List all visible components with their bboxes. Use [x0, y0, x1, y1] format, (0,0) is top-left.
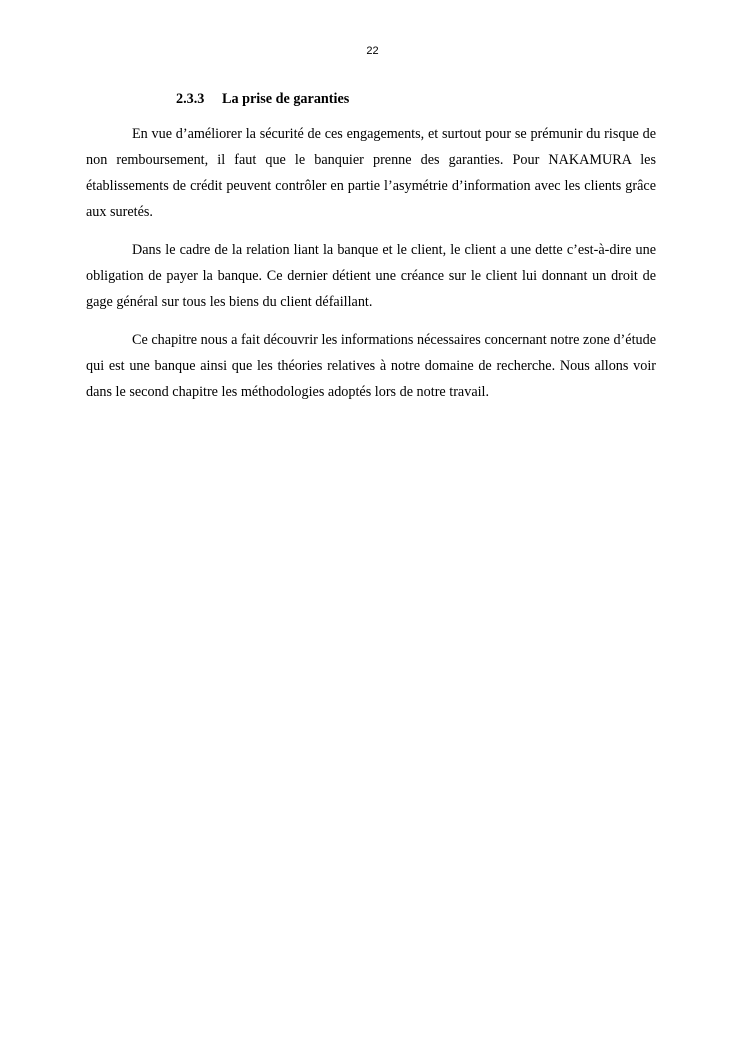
paragraph-garanties: En vue d’améliorer la sécurité de ces engagements, et surtout pour se prémunir du risque de non remboursement, il faut que le banquier prenne des garanties. Pour NAKAMURA les établissements de crédit peuvent contrôler en partie l’asymétrie d’information avec les clients grâce aux suretés. [86, 126, 656, 220]
section-number: 2.3.3 [176, 91, 205, 107]
body-text [86, 121, 656, 417]
paragraph-relation: Dans le cadre de la relation liant la banque et le client, le client a une dette c’est-à-dire une obligation de payer la banque. Ce dernier détient une créance sur le client lui donnant un droit de gage général sur tous les biens du client défaillant. [86, 242, 656, 310]
section-heading [176, 90, 349, 108]
page-number: 22 [366, 45, 379, 57]
section-title: La prise de garanties [222, 91, 350, 107]
paragraph-conclusion: Ce chapitre nous a fait découvrir les informations nécessaires concernant notre zone d’étude qui est une banque ainsi que les théories relatives à notre domaine de recherche. Nous allons voir dans le second chapitre les méthodologies adoptés lors de notre travail. [86, 332, 656, 400]
